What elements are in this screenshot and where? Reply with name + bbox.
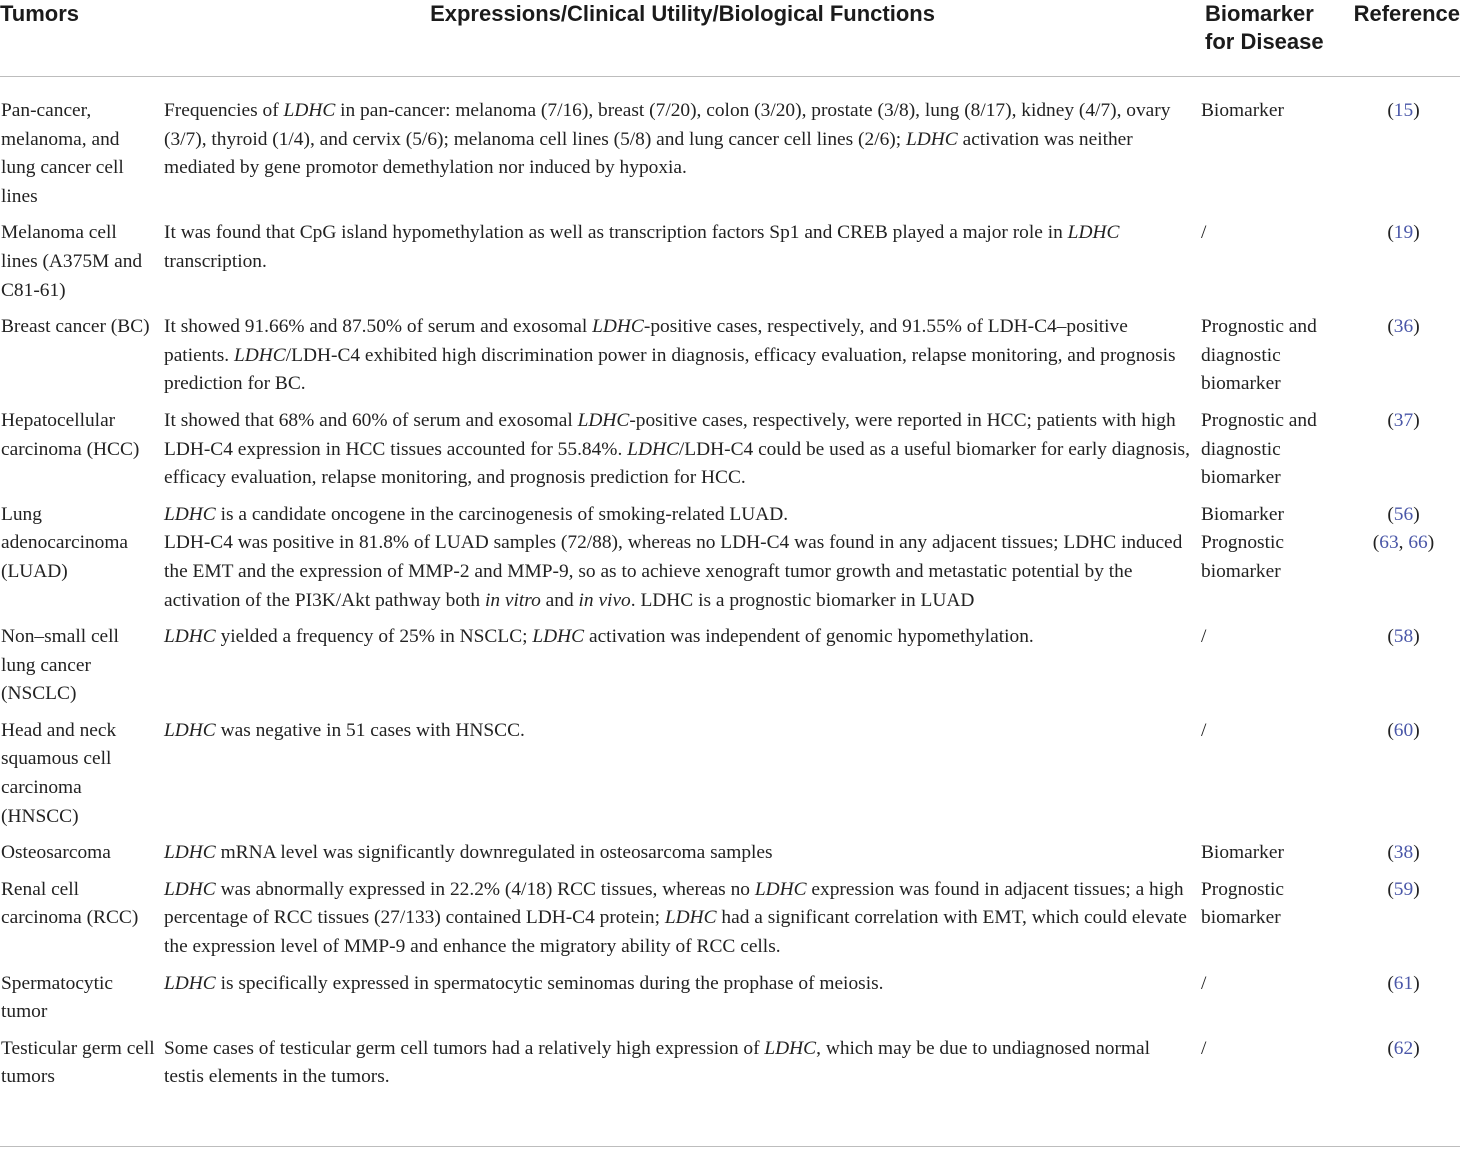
gene-name-italic: LDHC [164,719,216,741]
description-cell [164,839,1201,876]
description-text: mRNA level was significantly downregulated in osteosarcoma samples [215,842,773,864]
gene-name-italic: LDHC [164,972,216,994]
reference-line: (56) [1387,503,1420,525]
description-text: Frequencies of [164,100,284,121]
description-cell [164,219,1201,313]
reference-link[interactable]: 56 [1393,503,1414,525]
biomarker-cell [1201,219,1347,313]
description-text: , which may be due to undiagnosed normal testis elements in the tumors. [164,1037,1150,1088]
reference-link[interactable]: 19 [1393,222,1414,244]
table-body [0,77,1460,1101]
reference-cell [1347,219,1460,313]
reference-cell [1347,623,1460,717]
biomarker-cell [1201,970,1347,1035]
reference-link[interactable]: 60 [1393,719,1414,741]
gene-name-italic: LDHC [164,842,216,864]
description-text: activation was independent of genomic hypomethylation. [584,626,1034,648]
biomarker-label: / [1201,972,1207,994]
gene-name-italic: LDHC [164,878,216,900]
table-row [0,717,1460,839]
description-text: . LDHC is a prognostic biomarker in LUAD [630,589,975,611]
header-expressions: Expressions/Clinical Utility/Biological Functions [164,0,1201,77]
description-cell [164,876,1201,970]
reference-line: (60) [1387,719,1420,741]
table-row [0,407,1460,501]
description-cell [164,407,1201,501]
biomarker-label: Prognostic and diagnostic biomarker [1201,316,1317,395]
gene-name-italic: LDHC [164,503,216,525]
header-biomarker-line2: for Disease [1205,29,1324,54]
reference-link[interactable]: 62 [1393,1037,1414,1059]
table-row [0,970,1460,1035]
description-text: -positive cases, respectively, were reported in HCC; patients with high LDH-C4 expression in HCC tissues accounted for 55.84%. [164,409,1176,460]
gene-name-italic: LDHC [577,409,630,431]
biomarker-cell [1201,501,1347,623]
reference-link[interactable]: 58 [1393,626,1414,648]
description-cell [164,717,1201,839]
reference-link[interactable]: 63 [1379,532,1399,554]
description-text: in pan-cancer: melanoma (7/16), breast (7/20), colon (3/20), prostate (3/8), lung (8/17), kidney (4/7), ovary (3/7), thyroid (1/4), and cervix (5/6); melanoma cell lines (5/8) and lung cancer cell lines (2/6); [164,100,1171,150]
description-text: had a significant correlation with EMT, which could elevate the expression level of MMP-9 and enhance the migratory ability of RCC cells. [164,907,1187,958]
biomarker-cell [1201,717,1347,839]
tumor-cell: Melanoma cell lines (A375M and C81-61) [1,222,143,301]
reference-line: (19) [1387,222,1420,244]
reference-cell [1347,839,1460,876]
gene-name-italic: in vivo [578,589,631,611]
reference-line: (36) [1387,316,1420,338]
gene-name-italic: LDHC [234,344,286,366]
description-text: is a candidate oncogene in the carcinogenesis of smoking-related LUAD. [215,503,789,525]
description-text: was abnormally expressed in 22.2% (4/18) RCC tissues, whereas no [215,878,755,900]
biomarker-cell [1201,407,1347,501]
biomarker-cell [1201,313,1347,407]
reference-line: (59) [1387,878,1420,900]
description-text: transcription. [164,250,267,272]
description-text: was negative in 51 cases with HNSCC. [215,719,525,741]
reference-line: (15) [1387,100,1420,121]
description-text: expression was found in adjacent tissues; a high percentage of RCC tissues (27/133) contained LDH-C4 protein; [164,878,1184,929]
table-row [0,501,1460,623]
biomarker-label: Prognostic and diagnostic biomarker [1201,409,1317,489]
gene-name-italic: LDHC [1067,222,1120,244]
biomarker-cell [1201,839,1347,876]
description-text: is specifically expressed in spermatocytic seminomas during the prophase of meiosis. [215,972,884,994]
reference-cell [1347,876,1460,970]
reference-link[interactable]: 15 [1393,100,1414,121]
reference-line: (38) [1387,842,1420,864]
tumor-cell: Non–small cell lung cancer (NSCLC) [1,626,119,705]
reference-line: (58) [1387,626,1420,648]
reference-link[interactable]: 38 [1393,842,1414,864]
reference-link[interactable]: 66 [1408,532,1428,554]
table-row [0,77,1460,220]
reference-cell [1347,313,1460,407]
biomarker-label: Biomarker [1201,842,1284,864]
table-row [0,219,1460,313]
header-reference: Reference [1347,0,1460,77]
tumor-cell: Breast cancer (BC) [1,316,150,338]
tumor-cell: Lung adenocarcinoma (LUAD) [1,503,129,582]
gene-name-italic: LDHC [532,626,585,648]
biomarker-label: / [1201,719,1207,741]
tumor-cell: Spermatocytic tumor [1,972,113,1023]
description-text: yielded a frequency of 25% in NSCLC; [215,626,533,648]
description-text: /LDH-C4 exhibited high discrimination power in diagnosis, efficacy evaluation, relapse monitoring, and prognosis prediction for BC. [164,344,1176,395]
biomarker-label: Prognostic biomarker [1201,532,1284,582]
biomarker-cell [1201,623,1347,717]
table-row [0,313,1460,407]
gene-name-italic: LDHC [627,438,679,460]
table-header-row [0,0,1460,77]
gene-name-italic: LDHC [283,100,336,121]
reference-line: (61) [1387,972,1420,994]
description-text: Some cases of testicular germ cell tumors had a relatively high expression of [164,1037,765,1059]
gene-name-italic: in vitro [484,589,541,611]
biomarker-label: Biomarker [1201,503,1284,525]
description-text: It was found that CpG island hypomethylation as well as transcription factors Sp1 and CREB played a major role in [164,222,1068,244]
header-tumors: Tumors [0,0,164,77]
gene-name-italic: LDHC [764,1037,817,1059]
reference-cell [1347,501,1460,623]
biomarker-label: / [1201,626,1207,648]
tumor-cell: Testicular germ cell tumors [1,1037,155,1088]
biomarker-cell [1201,77,1347,220]
table-row [0,1035,1460,1100]
reference-line: (37) [1387,409,1420,431]
table-row [0,839,1460,876]
tumor-cell: Renal cell carcinoma (RCC) [1,878,139,929]
reference-cell [1347,717,1460,839]
gene-name-italic: LDHC [906,128,958,150]
gene-name-italic: LDHC [754,878,807,900]
description-cell [164,970,1201,1035]
header-biomarker [1201,0,1347,77]
reference-cell [1347,1035,1460,1100]
tumor-cell: Pan-cancer, melanoma, and lung cancer cell lines [1,100,124,207]
reference-cell [1347,970,1460,1035]
tumor-cell: Osteosarcoma [1,842,111,864]
description-cell [164,313,1201,407]
gene-name-italic: LDHC [164,626,216,648]
description-cell [164,77,1201,220]
biomarker-cell [1201,1035,1347,1100]
tumor-cell: Head and neck squamous cell carcinoma (HNSCC) [1,719,117,827]
description-text: It showed 91.66% and 87.50% of serum and exosomal [164,316,593,338]
biomarker-label: / [1201,222,1207,244]
reference-line: (62) [1387,1037,1420,1059]
description-text: activation was neither mediated by gene promotor demethylation nor induced by hypoxia. [164,128,1133,179]
description-text: -positive cases, respectively, and 91.55% of LDH-C4–positive patients. [164,316,1128,366]
description-text: /LDH-C4 could be used as a useful biomarker for early diagnosis, efficacy evaluation, relapse monitoring, and prognosis prediction for HCC. [164,438,1190,489]
tumor-cell: Hepatocellular carcinoma (HCC) [1,409,140,460]
description-cell [164,1035,1201,1100]
description-text: It showed that 68% and 60% of serum and exosomal [164,409,578,431]
biomarker-cell [1201,876,1347,970]
reference-link[interactable]: 61 [1393,972,1414,994]
reference-link[interactable]: 37 [1393,409,1414,431]
description-text: and [540,589,579,611]
description-cell [164,501,1201,623]
description-cell [164,623,1201,717]
biomarker-label: Prognostic biomarker [1201,878,1284,929]
gene-name-italic: LDHC [592,316,644,338]
biomarker-label: Biomarker [1201,100,1284,121]
gene-name-italic: LDHC [664,907,717,929]
reference-link[interactable]: 36 [1393,316,1414,338]
description-text: LDH-C4 was positive in 81.8% of LUAD samples (72/88), whereas no LDH-C4 was found in any adjacent tissues; LDHC induced the EMT and the expression of MMP-2 and MMP-9, so as to achieve xenograft tumor growth and metastatic potential by the activation of the PI3K/Akt pathway both [164,532,1183,611]
table-row [0,876,1460,970]
reference-cell [1347,407,1460,501]
reference-link[interactable]: 59 [1393,878,1414,900]
table-row [0,623,1460,717]
table-bottom-rule [0,1146,1460,1147]
reference-cell [1347,77,1460,220]
biomarker-label: / [1201,1037,1207,1059]
header-biomarker-line1: Biomarker [1205,1,1314,26]
reference-line: (63, 66) [1372,532,1435,554]
